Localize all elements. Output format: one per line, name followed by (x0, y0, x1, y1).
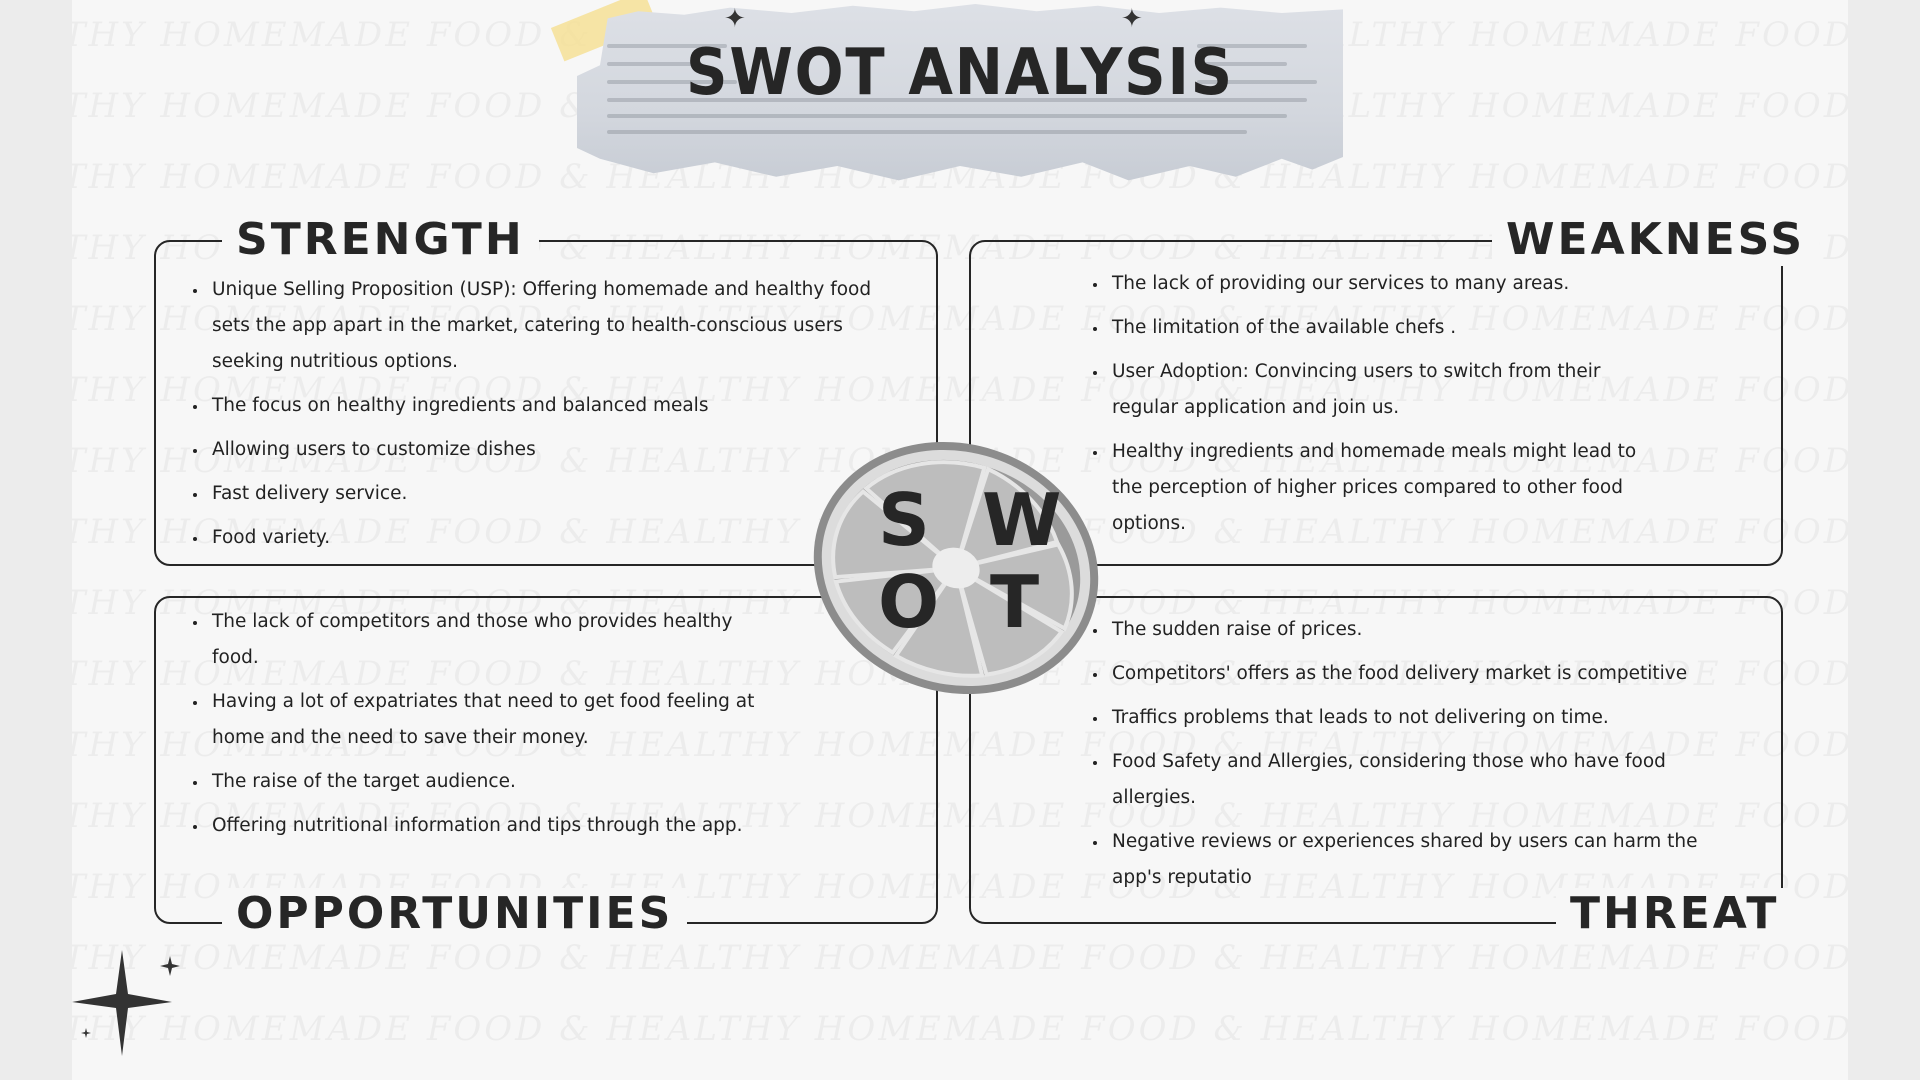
four-point-star-icon (72, 948, 182, 1058)
strength-list (184, 272, 908, 564)
list-item: • Negative reviews or experiences shared by users can harm the app's reputatio (1108, 824, 1748, 896)
page-title: SWOT ANALYSIS (686, 36, 1234, 110)
list-item: • The lack of competitors and those who provides healthy food. (208, 604, 768, 676)
list-item: • Food Safety and Allergies, considering those who have food allergies. (1108, 744, 1748, 816)
slide (72, 0, 1848, 1080)
list-item: • Food variety. (208, 520, 908, 556)
orange-slice-icon (806, 438, 1106, 698)
sparkle-icon: ✦ (1121, 4, 1143, 34)
list-item: • Traffics problems that leads to not delivering on time. (1108, 700, 1748, 736)
list-item: • User Adoption: Convincing users to switch from their regular application and join us. (1108, 354, 1668, 426)
swot-letter-t: T (990, 560, 1040, 644)
swot-letter-s: S (878, 478, 930, 562)
opportunities-list (184, 604, 768, 852)
list-item: • Allowing users to customize dishes (208, 432, 908, 468)
list-item: • The sudden raise of prices. (1108, 612, 1748, 648)
threat-list (1084, 612, 1748, 904)
list-item: • The raise of the target audience. (208, 764, 768, 800)
weakness-list (1084, 266, 1668, 550)
list-item: • Unique Selling Proposition (USP): Offering homemade and healthy food sets the app apart in the market, catering to health-conscious users seeking nutritious options. (208, 272, 908, 380)
list-item: • The lack of providing our services to many areas. (1108, 266, 1668, 302)
opportunities-heading: OPPORTUNITIES (222, 888, 687, 940)
strength-heading: STRENGTH (222, 214, 539, 266)
watermark-row (72, 1065, 1848, 1080)
sparkle-icon: ✦ (724, 4, 746, 34)
swot-letter-o: O (878, 560, 940, 644)
list-item: • Healthy ingredients and homemade meals might lead to the perception of higher prices compared to other food options. (1108, 434, 1668, 542)
threat-heading: THREAT (1556, 888, 1793, 940)
list-item: • Competitors' offers as the food delivery market is competitive (1108, 656, 1748, 692)
watermark-row (72, 994, 1848, 1065)
list-item: • The focus on healthy ingredients and balanced meals (208, 388, 908, 424)
list-item: • Having a lot of expatriates that need to get food feeling at home and the need to save their money. (208, 684, 768, 756)
weakness-heading: WEAKNESS (1492, 214, 1819, 266)
list-item: • Offering nutritional information and tips through the app. (208, 808, 768, 844)
list-item: • Fast delivery service. (208, 476, 908, 512)
swot-letter-w: W (982, 478, 1062, 562)
list-item: • The limitation of the available chefs . (1108, 310, 1668, 346)
